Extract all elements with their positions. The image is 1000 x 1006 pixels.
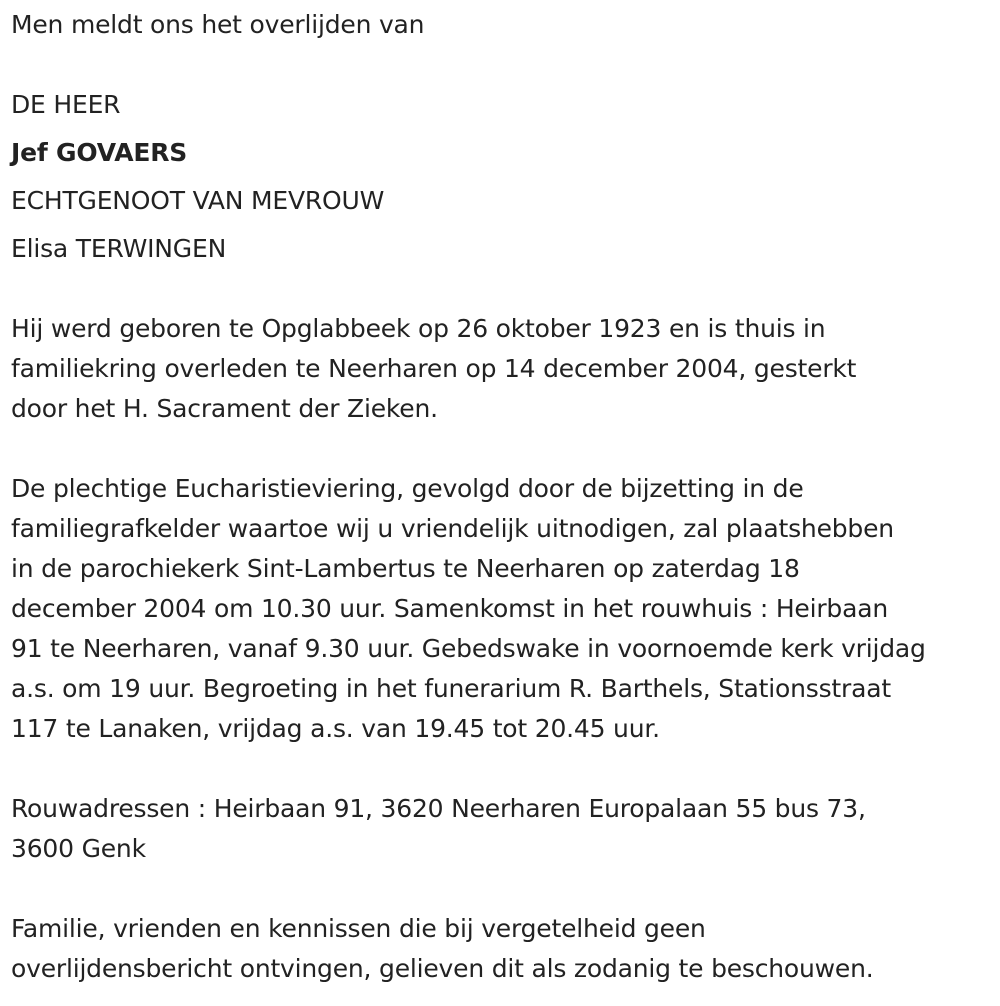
paragraph-line: door het H. Sacrament der Zieken. [11,394,438,423]
paragraph-line: 117 te Lanaken, vrijdag a.s. van 19.45 tot 20.45 uur. [11,714,660,743]
relation-text: ECHTGENOOT VAN MEVROUW [11,186,385,215]
deceased-name: Jef GOVAERS [11,138,188,167]
closing-paragraph [11,909,996,989]
paragraph-line: Familie, vrienden en kennissen die bij vergetelheid geen [11,914,706,943]
paragraph-line: december 2004 om 10.30 uur. Samenkomst in het rouwhuis : Heirbaan [11,594,888,623]
birth-death-paragraph [11,309,996,429]
honorific: DE HEER [11,90,121,119]
paragraph-line: De plechtige Eucharistieviering, gevolgd door de bijzetting in de [11,474,804,503]
paragraph-line: familiekring overleden te Neerharen op 14 december 2004, gesterkt [11,354,857,383]
spouse-name: Elisa TERWINGEN [11,234,227,263]
paragraph-line: familiegrafkelder waartoe wij u vriendelijk uitnodigen, zal plaatshebben [11,514,894,543]
paragraph-line: in de parochiekerk Sint-Lambertus te Neerharen op zaterdag 18 [11,554,800,583]
paragraph-line: 91 te Neerharen, vanaf 9.30 uur. Gebedswake in voornoemde kerk vrijdag [11,634,926,663]
ceremony-paragraph [11,469,996,749]
paragraph-line: Rouwadressen : Heirbaan 91, 3620 Neerharen Europalaan 55 bus 73, [11,794,866,823]
paragraph-line: overlijdensbericht ontvingen, gelieven dit als zodanig te beschouwen. [11,954,874,983]
paragraph-line: a.s. om 19 uur. Begroeting in het funerarium R. Barthels, Stationsstraat [11,674,891,703]
paragraph-line: Hij werd geboren te Opglabbeek op 26 oktober 1923 en is thuis in [11,314,826,343]
intro-text: Men meldt ons het overlijden van [11,10,425,39]
addresses-paragraph [11,789,996,869]
paragraph-line: 3600 Genk [11,834,146,863]
